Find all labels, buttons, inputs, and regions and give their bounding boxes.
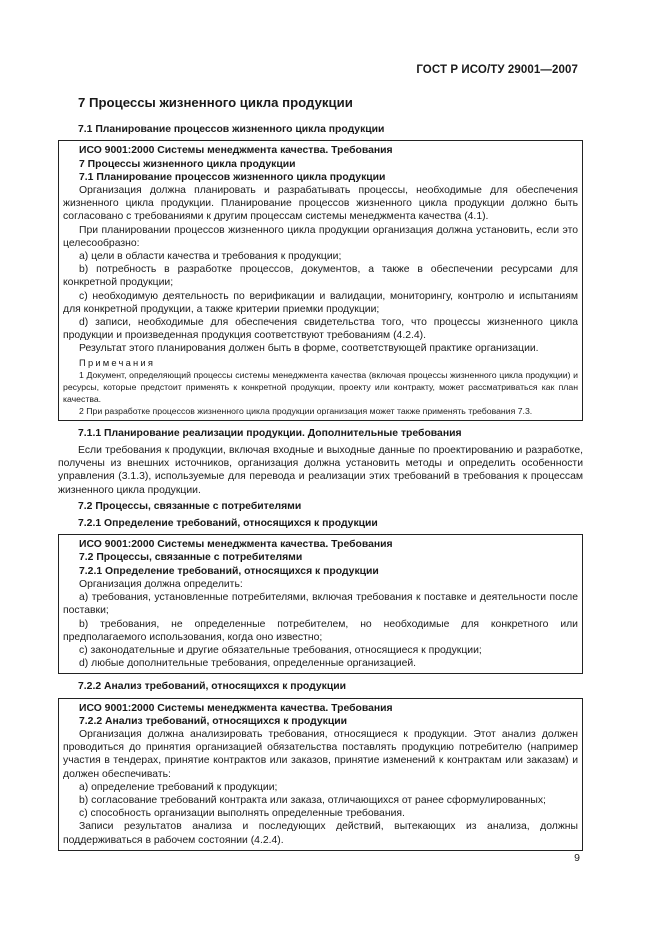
paragraph: Записи результатов анализа и последующих действий, вытекающих из анализа, должны поддерживаться в рабочем состоянии (4.2.4). — [63, 821, 578, 846]
box-heading: ИСО 9001:2000 Системы менеджмента качества. Требования — [79, 539, 393, 551]
iso-quote-box-7-2-2 — [58, 698, 583, 851]
subsection-title-7-2: 7.2 Процессы, связанные с потребителями — [78, 500, 302, 512]
section-title: 7 Процессы жизненного цикла продукции — [78, 95, 353, 110]
list-item: c) способность организации выполнять определенные требования. — [79, 808, 405, 820]
box-heading: ИСО 9001:2000 Системы менеджмента качества. Требования — [79, 702, 393, 714]
box-heading: 7.2.2 Анализ требований, относящихся к продукции — [79, 715, 347, 727]
paragraph: При планировании процессов жизненного цикла продукции организация должна установить, если это целесообразно: — [63, 224, 578, 249]
paragraph: Организация должна анализировать требования, относящиеся к продукции. Этот анализ должен проводиться до принятия организацией обязательства поставлять продукцию потребителю (например участия в тендерах, принятие контрактов или заказов, принятие изменений к контрактам или заказам) и должен обеспечивать: — [63, 728, 578, 780]
note-item: 2 При разработке процессов жизненного цикла продукции организация может также применять требования 7.3. — [79, 405, 533, 416]
subsection-title-7-1: 7.1 Планирование процессов жизненного цикла продукции — [78, 124, 385, 136]
box-heading: 7.2.1 Определение требований, относящихся к продукции — [79, 565, 379, 577]
box-heading: ИСО 9001:2000 Системы менеджмента качества. Требования — [79, 145, 393, 157]
paragraph: Результат этого планирования должен быть в форме, соответствующей практике организации. — [79, 343, 539, 355]
box-heading: 7.1 Планирование процессов жизненного цикла продукции — [79, 171, 386, 183]
paragraph: Организация должна планировать и разрабатывать процессы, необходимые для обеспечения жизненного цикла продукции. Планирование процессов жизненного цикла продукции должно быть согласовано с требованиями к другим процессам системы менеджмента качества (4.1). — [63, 185, 578, 223]
subsection-title-7-2-1: 7.2.1 Определение требований, относящихся к продукции — [78, 518, 378, 530]
subsection-title-7-1-1: 7.1.1 Планирование реализации продукции. Дополнительные требования — [78, 427, 462, 439]
list-item: b) требования, не определенные потребителем, но необходимые для конкретного или предполагаемого использования, когда оно известно; — [63, 618, 578, 643]
iso-quote-box-7-2-1 — [58, 534, 583, 674]
subsection-title-7-2-2: 7.2.2 Анализ требований, относящихся к продукции — [78, 681, 346, 693]
box-heading: 7.2 Процессы, связанные с потребителями — [79, 552, 303, 564]
list-item: b) согласование требований контракта или заказа, отличающихся от ранее сформулированных; — [79, 794, 546, 806]
notes-title: Примечания — [79, 356, 156, 368]
list-item: а) определение требований к продукции; — [79, 781, 278, 793]
list-item: c) законодательные и другие обязательные требования, относящиеся к продукции; — [79, 644, 482, 656]
running-header: ГОСТ Р ИСО/ТУ 29001—2007 — [416, 64, 578, 76]
list-item: b) потребность в разработке процессов, документов, а также в обеспечении ресурсами для конкретной продукции; — [63, 264, 578, 289]
box-heading: 7 Процессы жизненного цикла продукции — [79, 158, 296, 170]
paragraph: Организация должна определить: — [79, 578, 243, 590]
list-item: d) любые дополнительные требования, определенные организацией. — [79, 658, 417, 670]
list-item: а) цели в области качества и требования к продукции; — [79, 251, 342, 263]
page-number: 9 — [574, 852, 580, 864]
iso-quote-box-7-1 — [58, 140, 583, 420]
list-item: d) записи, необходимые для обеспечения свидетельства того, что процессы жизненного цикла продукции и произведенная продукция соответствуют требованиям (4.2.4). — [63, 317, 578, 342]
paragraph: Если требования к продукции, включая входные и выходные данные по проектированию и разработке, получены из внешних источников, организация должна установить методы и определить особенности управления (3.1.3), используемые для перевода и реализации этих требований в требования к процессам жизненного цикла продукции. — [58, 445, 583, 496]
page-content — [58, 96, 583, 857]
list-item: а) требования, установленные потребителями, включая требования к поставке и деятельности после поставки; — [63, 592, 578, 617]
list-item: c) необходимую деятельность по верификации и валидации, мониторингу, контролю и испытаниям для конкретной продукции, а также критерии приемки продукции; — [63, 290, 578, 315]
note-item: 1 Документ, определяющий процессы системы менеджмента качества (включая процессы жизненного цикла продукции) и ресурсы, которые предстоит применять к конкретной продукции, проекту или контракту, может рассматриваться как план качества. — [63, 369, 578, 404]
